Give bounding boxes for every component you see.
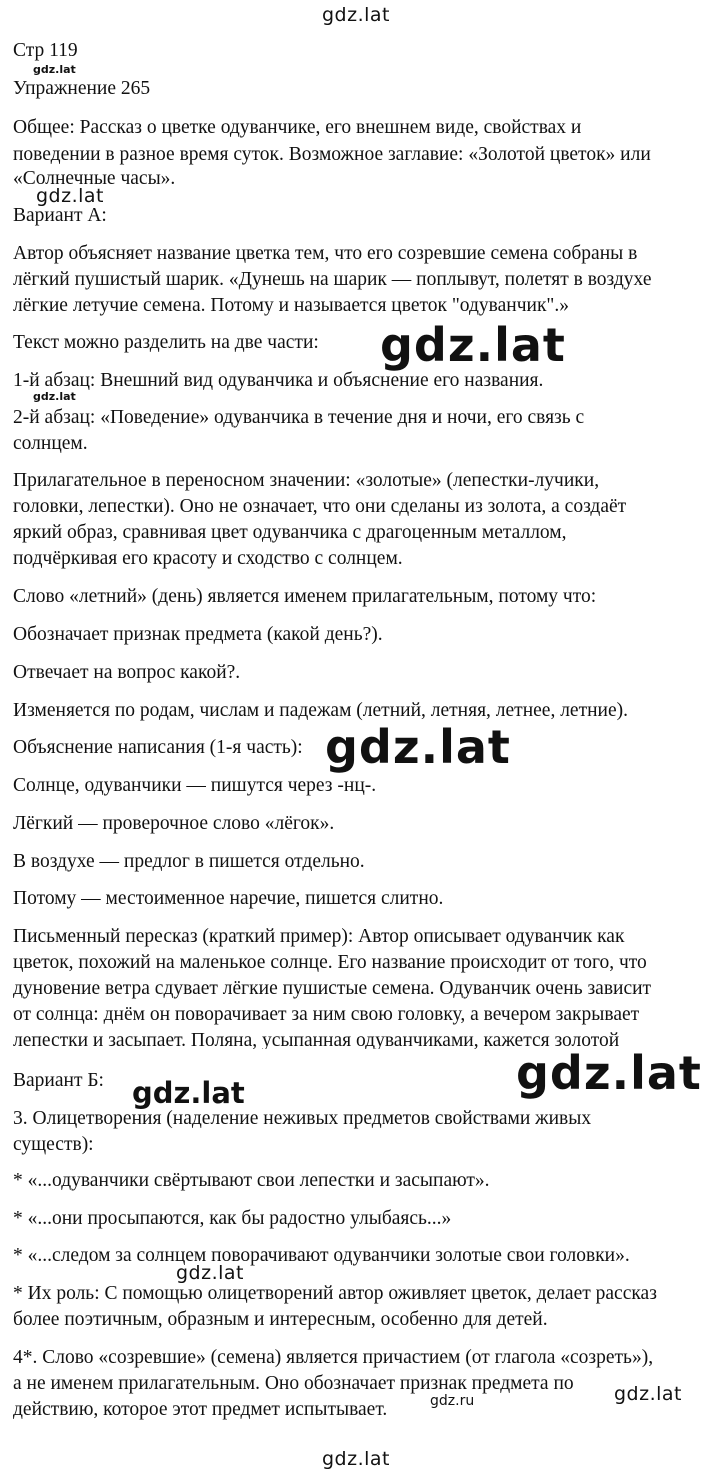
exercise-title: Упражнение 265 [13,78,151,99]
text-line: * «...следом за солнцем поворачивают одуванчики золотые свои головки». [13,1245,630,1266]
watermark-medium: gdz.lat [132,1076,249,1110]
text-line: Автор объясняет название цветка тем, что его созревшие семена собраны в [13,243,638,264]
text-line: * «...они просыпаются, как бы радостно улыбаясь...» [13,1208,452,1229]
watermark-small: gdz.lat [33,390,76,403]
text-line: Солнце, одуванчики — пишутся через -нц-. [13,775,377,796]
watermark-small: gdz.lat [36,185,105,207]
text-line: Обозначает признак предмета (какой день?). [13,624,383,645]
text-line: лёгкий пушистый шарик. «Дунешь на шарик — поплывут, полетят в воздухе [13,269,652,290]
watermark-small: gdz.lat [176,1262,245,1284]
section-label: Вариант А: [13,205,107,226]
text-line: солнцем. [13,433,88,454]
text-line: 2-й абзац: «Поведение» одуванчика в течение дня и ночи, его связь с [13,407,585,428]
text-line: существ): [13,1134,94,1155]
text-line: В воздухе — предлог в пишется отдельно. [13,851,365,872]
watermark-large: gdz.lat [325,720,511,774]
text-line: Изменяется по родам, числам и падежам (летний, летняя, летнее, летние). [13,700,629,721]
text-line: лепестки и засыпает. Поляна, усыпанная одуванчиками, кажется золотой [13,1030,620,1049]
watermark-large: gdz.lat [380,318,566,372]
text-line: Письменный пересказ (краткий пример): Автор описывает одуванчик как [13,926,625,947]
text-line: более поэтичным, образным и интересным, особенно для детей. [13,1309,548,1330]
text-line: Текст можно разделить на две части: [13,332,319,353]
watermark-large: gdz.lat [516,1046,702,1100]
text-line: Объяснение написания (1-я часть): [13,737,303,758]
text-line: от солнца: днём он поворачивает за ним свою головку, а вечером закрывает [13,1004,640,1025]
text-line: * «...одуванчики свёртывают свои лепестки и засыпают». [13,1170,490,1191]
text-line: лёгкие летучие семена. Потому и называется цветок "одуванчик".» [13,295,569,316]
text-line: Прилагательное в переносном значении: «золотые» (лепестки-лучики, [13,470,600,491]
text-line: Потому — местоименное наречие, пишется слитно. [13,888,444,909]
text-line: 1-й абзац: Внешний вид одуванчика и объяснение его названия. [13,370,544,391]
page-number: Стр 119 [13,40,78,61]
text-line: 4*. Слово «созревшие» (семена) является причастием (от глагола «созреть»), [13,1347,654,1368]
watermark-ru: gdz.ru [430,1393,475,1409]
text-line: 3. Олицетворения (наделение неживых предметов свойствами живых [13,1108,592,1129]
text-line: дуновение ветра сдувает лёгкие пушистые семена. Одуванчик очень зависит [13,978,652,999]
text-line: головки, лепестки). Оно не означает, что они сделаны из золота, а создаёт [13,496,627,517]
text-line: а не именем прилагательным. Оно обозначает признак предмета по [13,1373,574,1394]
text-line: поведении в разное время суток. Возможное заглавие: «Золотой цветок» или [13,144,651,165]
watermark-small: gdz.lat [33,63,76,76]
text-line: подчёркивая его красоту и сходство с солнцем. [13,548,403,569]
text-line: яркий образ, сравнивая цвет одуванчика с драгоценным металлом, [13,522,567,543]
watermark-small: gdz.lat [614,1383,683,1405]
text-line: Отвечает на вопрос какой?. [13,662,241,683]
text-line: действию, которое этот предмет испытывает. [13,1399,388,1420]
text-line: Лёгкий — проверочное слово «лёгок». [13,813,335,834]
watermark-top: gdz.lat [322,4,391,26]
watermark-bottom: gdz.lat [322,1448,391,1470]
text-line: * Их роль: С помощью олицетворений автор оживляет цветок, делает рассказ [13,1283,657,1304]
text-line: «Солнечные часы». [13,168,176,187]
section-label: Вариант Б: [13,1070,104,1091]
text-line: Слово «летний» (день) является именем прилагательным, потому что: [13,586,597,607]
text-line: цветок, похожий на маленькое солнце. Его название происходит от того, что [13,952,647,973]
text-line: Общее: Рассказ о цветке одуванчике, его внешнем виде, свойствах и [13,117,582,138]
